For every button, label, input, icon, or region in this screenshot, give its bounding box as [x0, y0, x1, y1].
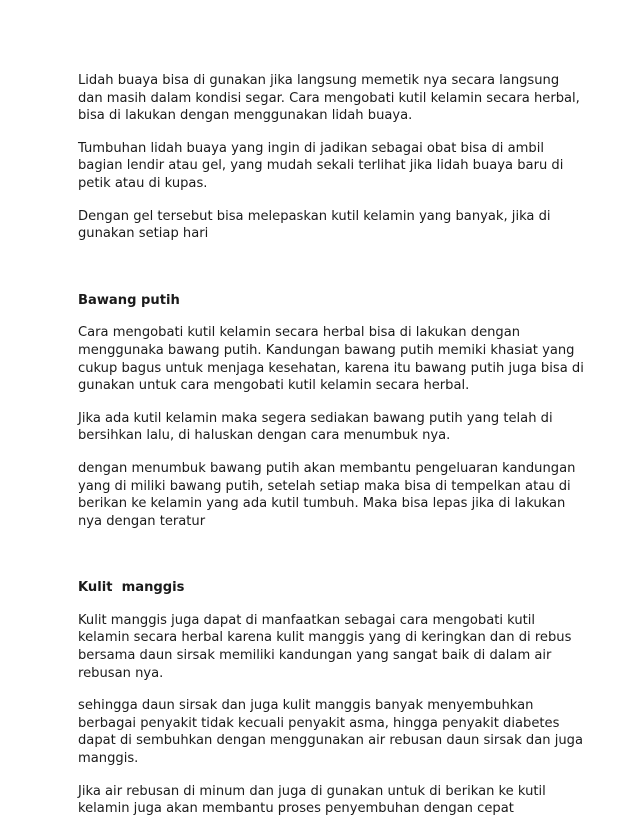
text-line: dapat di sembuhkan dengan menggunakan air rebusan daun sirsak dan juga [78, 733, 583, 749]
text-line: berikan ke kelamin yang ada kutil tumbuh. Maka bisa lepas jika di lakukan [78, 496, 566, 512]
text-line: gunakan setiap hari [78, 226, 209, 242]
text-line: bersama daun sirsak memiliki kandungan yang sangat baik di dalam air [78, 648, 552, 664]
text-line: sehingga daun sirsak dan juga kulit manggis banyak menyembuhkan [78, 698, 534, 714]
text-line: menggunaka bawang putih. Kandungan bawang putih memiki khasiat yang [78, 342, 575, 358]
text-line: kelamin secara herbal karena kulit manggis yang di keringkan dan di rebus [78, 630, 572, 646]
paragraph [78, 612, 578, 682]
section-kulit-manggis [78, 579, 583, 818]
paragraph [78, 783, 578, 818]
section-spacer [78, 545, 578, 579]
paragraph [78, 460, 578, 530]
text-line: dan masih dalam kondisi segar. Cara mengobati kutil kelamin secara herbal, [78, 90, 580, 106]
text-line: Jika air rebusan di minum dan juga di gunakan untuk di berikan ke kutil [78, 783, 546, 799]
text-line: bersihkan lalu, di haluskan dengan cara menumbuk nya. [78, 428, 451, 444]
text-line: cukup bagus untuk menjaga kesehatan, karena itu bawang putih juga bisa di [78, 360, 584, 376]
text-line: Lidah buaya bisa di gunakan jika langsung memetik nya secara langsung [78, 73, 560, 88]
section-spacer [78, 258, 578, 292]
paragraph [78, 140, 578, 193]
text-line: Dengan gel tersebut bisa melepaskan kutil kelamin yang banyak, jika di [78, 208, 551, 224]
text-line: Jika ada kutil kelamin maka segera sediakan bawang putih yang telah di [78, 410, 553, 426]
section-heading: Kulit manggis [78, 580, 185, 596]
paragraph [78, 208, 578, 243]
paragraph [78, 324, 584, 394]
section-heading: Bawang putih [78, 292, 180, 308]
text-line: berbagai penyakit tidak kecuali penyakit asma, hingga penyakit diabetes [78, 715, 560, 731]
document-page [78, 72, 584, 833]
paragraph [78, 410, 578, 445]
text-line: Cara mengobati kutil kelamin secara herbal bisa di lakukan dengan [78, 325, 521, 341]
text-line: kelamin juga akan membantu proses penyembuhan dengan cepat [78, 801, 514, 817]
text-line: Tumbuhan lidah buaya yang ingin di jadikan sebagai obat bisa di ambil [78, 140, 544, 156]
paragraph [78, 697, 583, 767]
text-line: yang di miliki bawang putih, setelah setiap maka bisa di tempelkan atau di [78, 478, 571, 494]
section-bawang-putih [78, 292, 584, 531]
text-line: Kulit manggis juga dapat di manfaatkan sebagai cara mengobati kutil [78, 612, 536, 628]
paragraph [78, 72, 578, 125]
text-line: petik atau di kupas. [78, 175, 208, 191]
text-line: dengan menumbuk bawang putih akan membantu pengeluaran kandungan [78, 460, 576, 476]
text-line: nya dengan teratur [78, 513, 206, 529]
text-line: bisa di lakukan dengan menggunakan lidah buaya. [78, 108, 413, 124]
section-lidah-buaya [78, 72, 578, 243]
text-line: manggis. [78, 751, 139, 767]
text-line: rebusan nya. [78, 665, 164, 681]
text-line: bagian lendir atau gel, yang mudah sekali terlihat jika lidah buaya baru di [78, 158, 564, 174]
text-line: gunakan untuk cara mengobati kutil kelamin secara herbal. [78, 378, 470, 394]
